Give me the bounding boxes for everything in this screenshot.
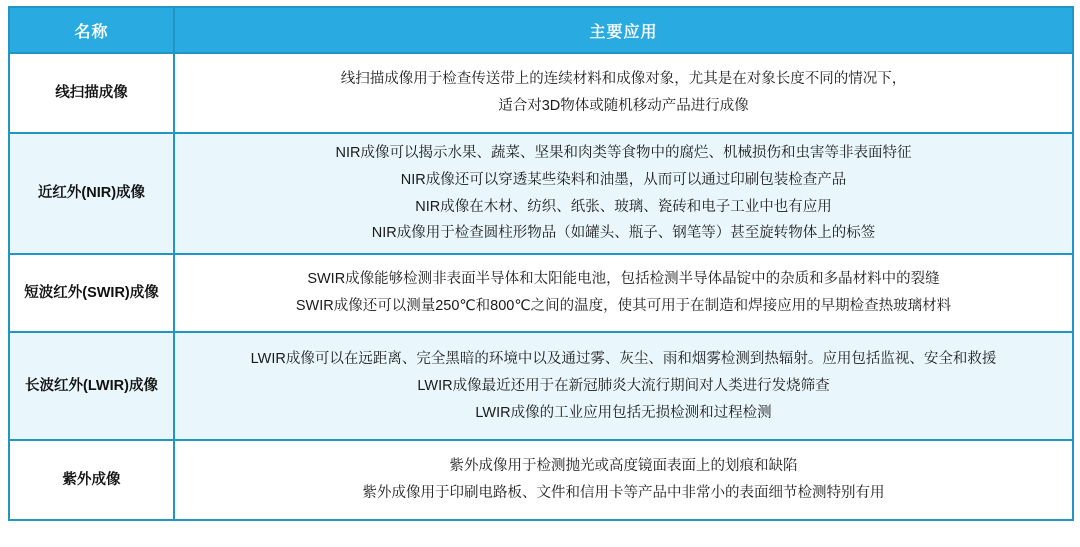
application-line: 紫外成像用于检测抛光或高度镜面表面上的划痕和缺陷 [449, 458, 798, 475]
application-line: NIR成像可以揭示水果、蔬菜、坚果和肉类等食物中的腐烂、机械损伤和虫害等非表面特征 [335, 145, 912, 161]
column-header-name: 名称 [9, 7, 174, 53]
application-line: NIR成像在木材、纺织、纸张、玻璃、瓷砖和电子工业中也有应用 [415, 198, 832, 215]
table-row [9, 440, 1073, 520]
row-application-swir [174, 254, 1073, 332]
application-line: 线扫描成像用于检查传送带上的连续材料和成像对象，尤其是在对象长度不同的情况下， [340, 71, 907, 88]
application-line: SWIR成像还可以测量250℃和800℃之间的温度，使其可用于在制造和焊接应用的早期检查热玻璃材料 [295, 298, 952, 315]
table-row [9, 332, 1073, 440]
application-line: SWIR成像能够检测非表面半导体和太阳能电池，包括检测半导体晶锭中的杂质和多晶材料中的裂缝 [307, 271, 940, 288]
row-application-lwir [174, 332, 1073, 440]
column-header-application: 主要应用 [174, 7, 1073, 53]
row-name-nir: 近红外(NIR)成像 [9, 133, 174, 254]
table-row [9, 254, 1073, 332]
row-name-lwir: 长波红外(LWIR)成像 [9, 332, 174, 440]
imaging-technologies-table [8, 6, 1074, 521]
row-application-uv [174, 440, 1073, 520]
row-name-swir: 短波红外(SWIR)成像 [9, 254, 174, 332]
table-row [9, 53, 1073, 133]
row-application-nir [174, 133, 1073, 254]
application-line: 适合对3D物体或随机移动产品进行成像 [498, 98, 749, 114]
table-header [9, 7, 1073, 53]
application-line: LWIR成像的工业应用包括无损检测和过程检测 [475, 404, 772, 421]
table-header-row [9, 7, 1073, 53]
row-application-line-scan [174, 53, 1073, 133]
application-line: 紫外成像用于印刷电路板、文件和信用卡等产品中非常小的表面细节检测特别有用 [362, 485, 885, 502]
row-name-uv: 紫外成像 [9, 440, 174, 520]
application-line: NIR成像还可以穿透某些染料和油墨，从而可以通过印刷包装检查产品 [400, 171, 847, 188]
application-line: NIR成像用于检查圆柱形物品（如罐头、瓶子、钢笔等）甚至旋转物体上的标签 [371, 225, 876, 242]
row-name-line-scan: 线扫描成像 [9, 53, 174, 133]
application-line: LWIR成像最近还用于在新冠肺炎大流行期间对人类进行发烧筛查 [417, 377, 830, 394]
table-row [9, 133, 1073, 254]
table-body [9, 53, 1073, 520]
application-line: LWIR成像可以在远距离、完全黑暗的环境中以及通过雾、灰尘、雨和烟雾检测到热辐射。应用包括监视、安全和救援 [250, 351, 997, 368]
